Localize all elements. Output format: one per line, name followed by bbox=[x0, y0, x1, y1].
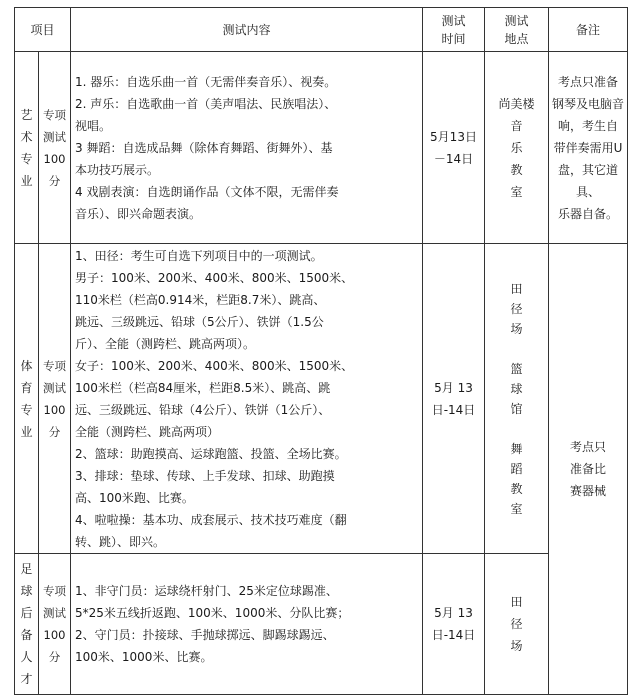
row-art-time-text: 5月13日 －14日 bbox=[430, 129, 477, 166]
row-sport-score bbox=[39, 244, 71, 554]
header-time-label: 测试 时间 bbox=[441, 13, 466, 46]
header-note bbox=[549, 8, 627, 52]
row-football-place bbox=[485, 554, 549, 694]
header-project-label: 项目 bbox=[30, 22, 55, 37]
row-art-score-text: 专项 测试 100分 bbox=[43, 107, 66, 188]
row-art-category-text: 艺 术 专 业 bbox=[20, 107, 33, 188]
header-time bbox=[423, 8, 485, 52]
row-football-content-text: 1、非守门员：运球绕杆射门、25米定位球踢准、 5*25米五线折返跑、100米、1000米、分队比赛； 2、守门员：扑接球、手抛球掷远、脚踢球踢远、 100米、1000米、比赛。 bbox=[75, 584, 350, 664]
header-content bbox=[71, 8, 423, 52]
row-football-place-text: 田 径 场 bbox=[510, 595, 523, 653]
header-project bbox=[15, 8, 71, 52]
row-football-time bbox=[423, 554, 485, 694]
row-art-note bbox=[549, 52, 627, 244]
row-art-note-text: 考点只准备 钢琴及电脑音 响，考生自 带伴奏需用U 盘，其它道具、 乐器自备。 bbox=[551, 74, 624, 221]
exam-table bbox=[14, 7, 628, 695]
row-sport-content-text: 1、田径：考生可自选下列项目中的一项测试。 男子：100米、200米、400米、800米、1500米、 110米栏（栏高0.914米，栏距8.7米）、跳高、 跳远、三级跳远、铅球（5公斤）、铁饼（1.5公 斤）、全能（测跨栏、跳高两项）。 女子：100米、200米、400米、800米、1500米、 100米栏（栏高84厘米，栏距8.5米）、跳高、跳 远、三级跳远、铅球（4公斤）、铁饼（1公斤）、 全能（测跨栏、跳高两项） 2、篮球：助跑摸高、运球跑篮、投篮、全场比赛。 3、排球：垫球、传球、上手发球、扣球、助跑摸 高、100米跑、比赛。 4、啦啦操：基本功、成套展示、技术技巧难度（翻 转、跳）、即兴。 bbox=[75, 248, 354, 549]
row-sport-football-note bbox=[549, 244, 627, 694]
row-sport-note-text: 考点只 准备比 赛器械 bbox=[569, 440, 606, 498]
row-sport-category bbox=[15, 244, 39, 554]
row-football-time-text: 5月 13 日-14日 bbox=[431, 606, 476, 642]
row-art-place bbox=[485, 52, 549, 244]
row-art-time bbox=[423, 52, 485, 244]
row-sport-time-text: 5月 13 日-14日 bbox=[431, 380, 476, 417]
header-content-label: 测试内容 bbox=[222, 22, 271, 37]
header-note-label: 备注 bbox=[575, 22, 600, 37]
row-art-score bbox=[39, 52, 71, 244]
row-football-score bbox=[39, 554, 71, 694]
row-art-content-text: 1. 器乐：自选乐曲一首（无需伴奏音乐）、视奏。 2. 声乐：自选歌曲一首（美声唱法、民族唱法）、 视唱。 3 舞蹈：自选成品舞（除体育舞蹈、街舞外）、基 本功技巧展示。 4 戏剧表演：自选朗诵作品（文体不限，无需伴奏 音乐）、即兴命题表演。 bbox=[75, 74, 339, 221]
header-place-label: 测试 地点 bbox=[504, 13, 529, 46]
row-football-content bbox=[71, 554, 423, 694]
row-sport-category-text: 体 育 专 业 bbox=[20, 358, 33, 439]
row-sport-place-text: 田 径 场 篮 球 馆 舞 蹈 教 室 bbox=[510, 281, 523, 516]
row-sport-score-text: 专项 测试 100分 bbox=[43, 358, 66, 439]
row-art-place-text: 尚美楼 音 乐 教 室 bbox=[498, 96, 535, 199]
row-football-category-text: 足 球 后 备 人 才 bbox=[20, 562, 33, 686]
row-art-category bbox=[15, 52, 39, 244]
row-sport-time bbox=[423, 244, 485, 554]
row-football-score-text: 专项 测试 100分 bbox=[43, 584, 66, 664]
row-sport-content bbox=[71, 244, 423, 554]
row-sport-place bbox=[485, 244, 549, 554]
header-place bbox=[485, 8, 549, 52]
row-football-category bbox=[15, 554, 39, 694]
row-art-content bbox=[71, 52, 423, 244]
